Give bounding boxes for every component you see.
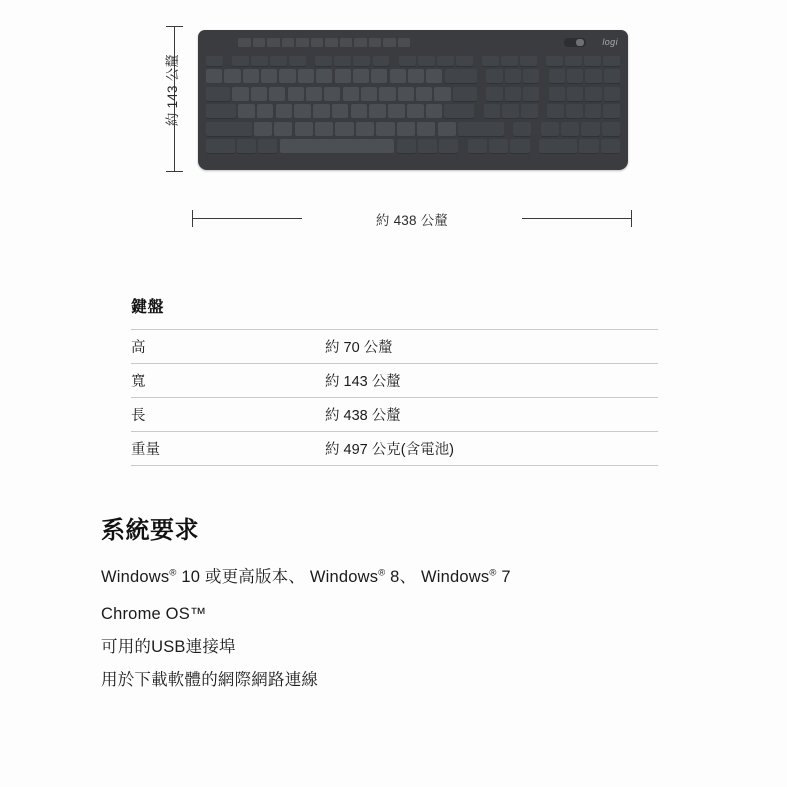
media-key: [267, 38, 280, 47]
media-key: [340, 38, 353, 47]
key: [371, 69, 387, 84]
key: [254, 122, 272, 137]
key-numlock: [549, 69, 565, 84]
key: [584, 56, 601, 67]
measure-cap-right: [631, 210, 632, 227]
key: [298, 69, 314, 84]
key-gap: [506, 122, 511, 137]
os-text-part4: 7: [496, 568, 511, 586]
key: [523, 87, 539, 102]
key: [316, 69, 332, 84]
key: [276, 104, 293, 119]
key: [224, 69, 240, 84]
key: [416, 87, 432, 102]
key-gap: [392, 56, 397, 67]
key-ctrl-right: [439, 139, 458, 154]
key-arrow-down: [489, 139, 508, 154]
key: [313, 104, 330, 119]
key-ctrl-left: [206, 139, 235, 154]
key-gap: [461, 139, 466, 154]
key: [482, 56, 499, 67]
keyboard-row-space: [206, 139, 620, 154]
keyboard-key-rows: [206, 56, 620, 162]
key: [407, 104, 424, 119]
key: [369, 104, 386, 119]
key: [251, 56, 268, 67]
key-gap: [479, 87, 484, 102]
table-row: [131, 364, 658, 398]
key: [206, 69, 222, 84]
key-arrow-up: [513, 122, 531, 137]
key: [603, 56, 620, 67]
key: [565, 56, 582, 67]
key: [274, 122, 292, 137]
media-key: [369, 38, 382, 47]
key-numpad-zero: [539, 139, 577, 154]
key: [603, 104, 620, 119]
key: [270, 56, 287, 67]
media-key: [253, 38, 266, 47]
media-key: [296, 38, 309, 47]
key-arrow-right: [510, 139, 529, 154]
key: [418, 56, 435, 67]
key: [585, 87, 601, 102]
key: [353, 69, 369, 84]
key: [417, 122, 435, 137]
key: [505, 87, 521, 102]
keyboard-specs-heading: 鍵盤: [131, 299, 165, 316]
vertical-measure-label: 約 143 公釐: [165, 53, 180, 127]
key: [353, 56, 370, 67]
spec-value: 約 497 公克(含電池): [325, 432, 658, 466]
key-space: [280, 139, 395, 154]
power-switch-icon: [564, 38, 586, 47]
key: [399, 56, 416, 67]
key: [269, 87, 285, 102]
key-capslock: [206, 104, 236, 119]
key: [604, 69, 620, 84]
key: [581, 122, 599, 137]
key-backspace: [445, 69, 477, 84]
table-row: [131, 432, 658, 466]
key-windows: [237, 139, 256, 154]
key: [567, 87, 583, 102]
vertical-dimension-measure: [150, 26, 190, 172]
key: [306, 87, 322, 102]
requirement-os-line: [101, 563, 787, 587]
spec-value: 約 438 公釐: [325, 398, 658, 432]
key: [315, 56, 332, 67]
key: [547, 104, 564, 119]
keyboard-row-qwerty: [206, 87, 620, 102]
key: [351, 104, 368, 119]
key-spacer: [502, 104, 519, 119]
key: [356, 122, 374, 137]
os-text-part2: 10 或更高版本、 Windows: [176, 568, 379, 586]
key-gap: [540, 104, 545, 119]
key: [388, 104, 405, 119]
key-gap: [308, 56, 313, 67]
key-gap: [225, 56, 230, 67]
key: [288, 87, 304, 102]
media-key: [354, 38, 367, 47]
table-row: [131, 398, 658, 432]
key-numpad-dot: [579, 139, 598, 154]
key-shift-left: [206, 122, 252, 137]
keyboard-row-shift: [206, 122, 620, 137]
key: [426, 69, 442, 84]
spec-content: [0, 250, 787, 699]
media-key: [325, 38, 338, 47]
key: [335, 69, 351, 84]
keyboard-specs-table: [131, 329, 658, 466]
spec-label: 高: [131, 330, 325, 364]
key-tab: [206, 87, 230, 102]
key: [520, 56, 537, 67]
key-gap: [533, 122, 538, 137]
key-arrow-left: [468, 139, 487, 154]
key: [376, 122, 394, 137]
key: [437, 56, 454, 67]
key: [434, 87, 450, 102]
requirement-line: 用於下載軟體的網際網路連線: [101, 671, 319, 689]
spec-label: 長: [131, 398, 325, 432]
key: [289, 56, 306, 67]
key: [379, 87, 395, 102]
measure-cap-bottom: [166, 171, 183, 172]
media-key: [311, 38, 324, 47]
key: [279, 69, 295, 84]
key: [343, 87, 359, 102]
key: [232, 87, 248, 102]
table-row: [131, 330, 658, 364]
key: [549, 87, 565, 102]
key: [324, 87, 340, 102]
spec-label: 重量: [131, 432, 325, 466]
key-gap: [475, 56, 480, 67]
system-requirements-heading: 系統要求: [101, 517, 199, 544]
key-spacer: [484, 104, 501, 119]
key: [257, 104, 274, 119]
key: [332, 104, 349, 119]
keyboard-image: [198, 30, 628, 170]
key: [295, 122, 313, 137]
key-enter-tall: [444, 104, 474, 119]
media-key: [383, 38, 396, 47]
key: [232, 56, 249, 67]
key: [566, 104, 583, 119]
key: [438, 122, 456, 137]
keyboard-row-number: [206, 69, 620, 84]
key-menu: [418, 139, 437, 154]
keyboard-media-keys: [238, 38, 410, 47]
key-shift-right: [458, 122, 504, 137]
key: [585, 69, 601, 84]
key: [261, 69, 277, 84]
key: [561, 122, 579, 137]
key: [243, 69, 259, 84]
key: [373, 56, 390, 67]
keyboard-row-home: [206, 104, 620, 119]
keyboard-row-function: [206, 56, 620, 67]
key-numpad-plus: [604, 87, 620, 102]
os-text-part3: 8、 Windows: [385, 568, 490, 586]
logitech-logo: logi: [602, 37, 618, 47]
registered-mark: ®: [378, 567, 386, 579]
media-key: [238, 38, 251, 47]
key: [238, 104, 255, 119]
key-gap: [532, 139, 537, 154]
os-text-part1: Windows: [101, 568, 170, 586]
key-alt-right: [397, 139, 416, 154]
key: [486, 69, 502, 84]
key: [585, 104, 602, 119]
key: [567, 69, 583, 84]
media-key: [282, 38, 295, 47]
key-gap: [476, 104, 481, 119]
key: [294, 104, 311, 119]
key: [334, 56, 351, 67]
registered-mark: ®: [169, 567, 177, 579]
key-numpad-enter-tall: [601, 139, 620, 154]
key: [251, 87, 267, 102]
key-gap: [541, 87, 546, 102]
key-enter: [453, 87, 477, 102]
spec-value: 約 70 公釐: [325, 330, 658, 364]
horizontal-dimension-measure: [192, 206, 632, 232]
key: [426, 104, 443, 119]
key: [206, 56, 223, 67]
key: [456, 56, 473, 67]
keyboard-top-bar: [198, 30, 628, 56]
key: [397, 122, 415, 137]
key: [501, 56, 518, 67]
key-gap: [541, 69, 546, 84]
key: [523, 69, 539, 84]
key: [335, 122, 353, 137]
key-numpad-enter: [602, 122, 620, 137]
registered-mark: ®: [489, 567, 497, 579]
key: [541, 122, 559, 137]
key: [390, 69, 406, 84]
key: [408, 69, 424, 84]
key-gap: [539, 56, 544, 67]
key-gap: [479, 69, 484, 84]
key: [486, 87, 502, 102]
key: [398, 87, 414, 102]
key: [505, 69, 521, 84]
key-alt-left: [258, 139, 277, 154]
key: [546, 56, 563, 67]
spec-label: 寬: [131, 364, 325, 398]
key: [315, 122, 333, 137]
horizontal-measure-label: 約 438 公釐: [302, 206, 522, 232]
key-spacer: [521, 104, 538, 119]
keyboard-dimension-diagram: [0, 0, 787, 250]
spec-value: 約 143 公釐: [325, 364, 658, 398]
media-key: [398, 38, 411, 47]
requirement-line: Chrome OS™: [101, 605, 207, 623]
requirement-line: 可用的USB連接埠: [101, 638, 236, 656]
key: [361, 87, 377, 102]
